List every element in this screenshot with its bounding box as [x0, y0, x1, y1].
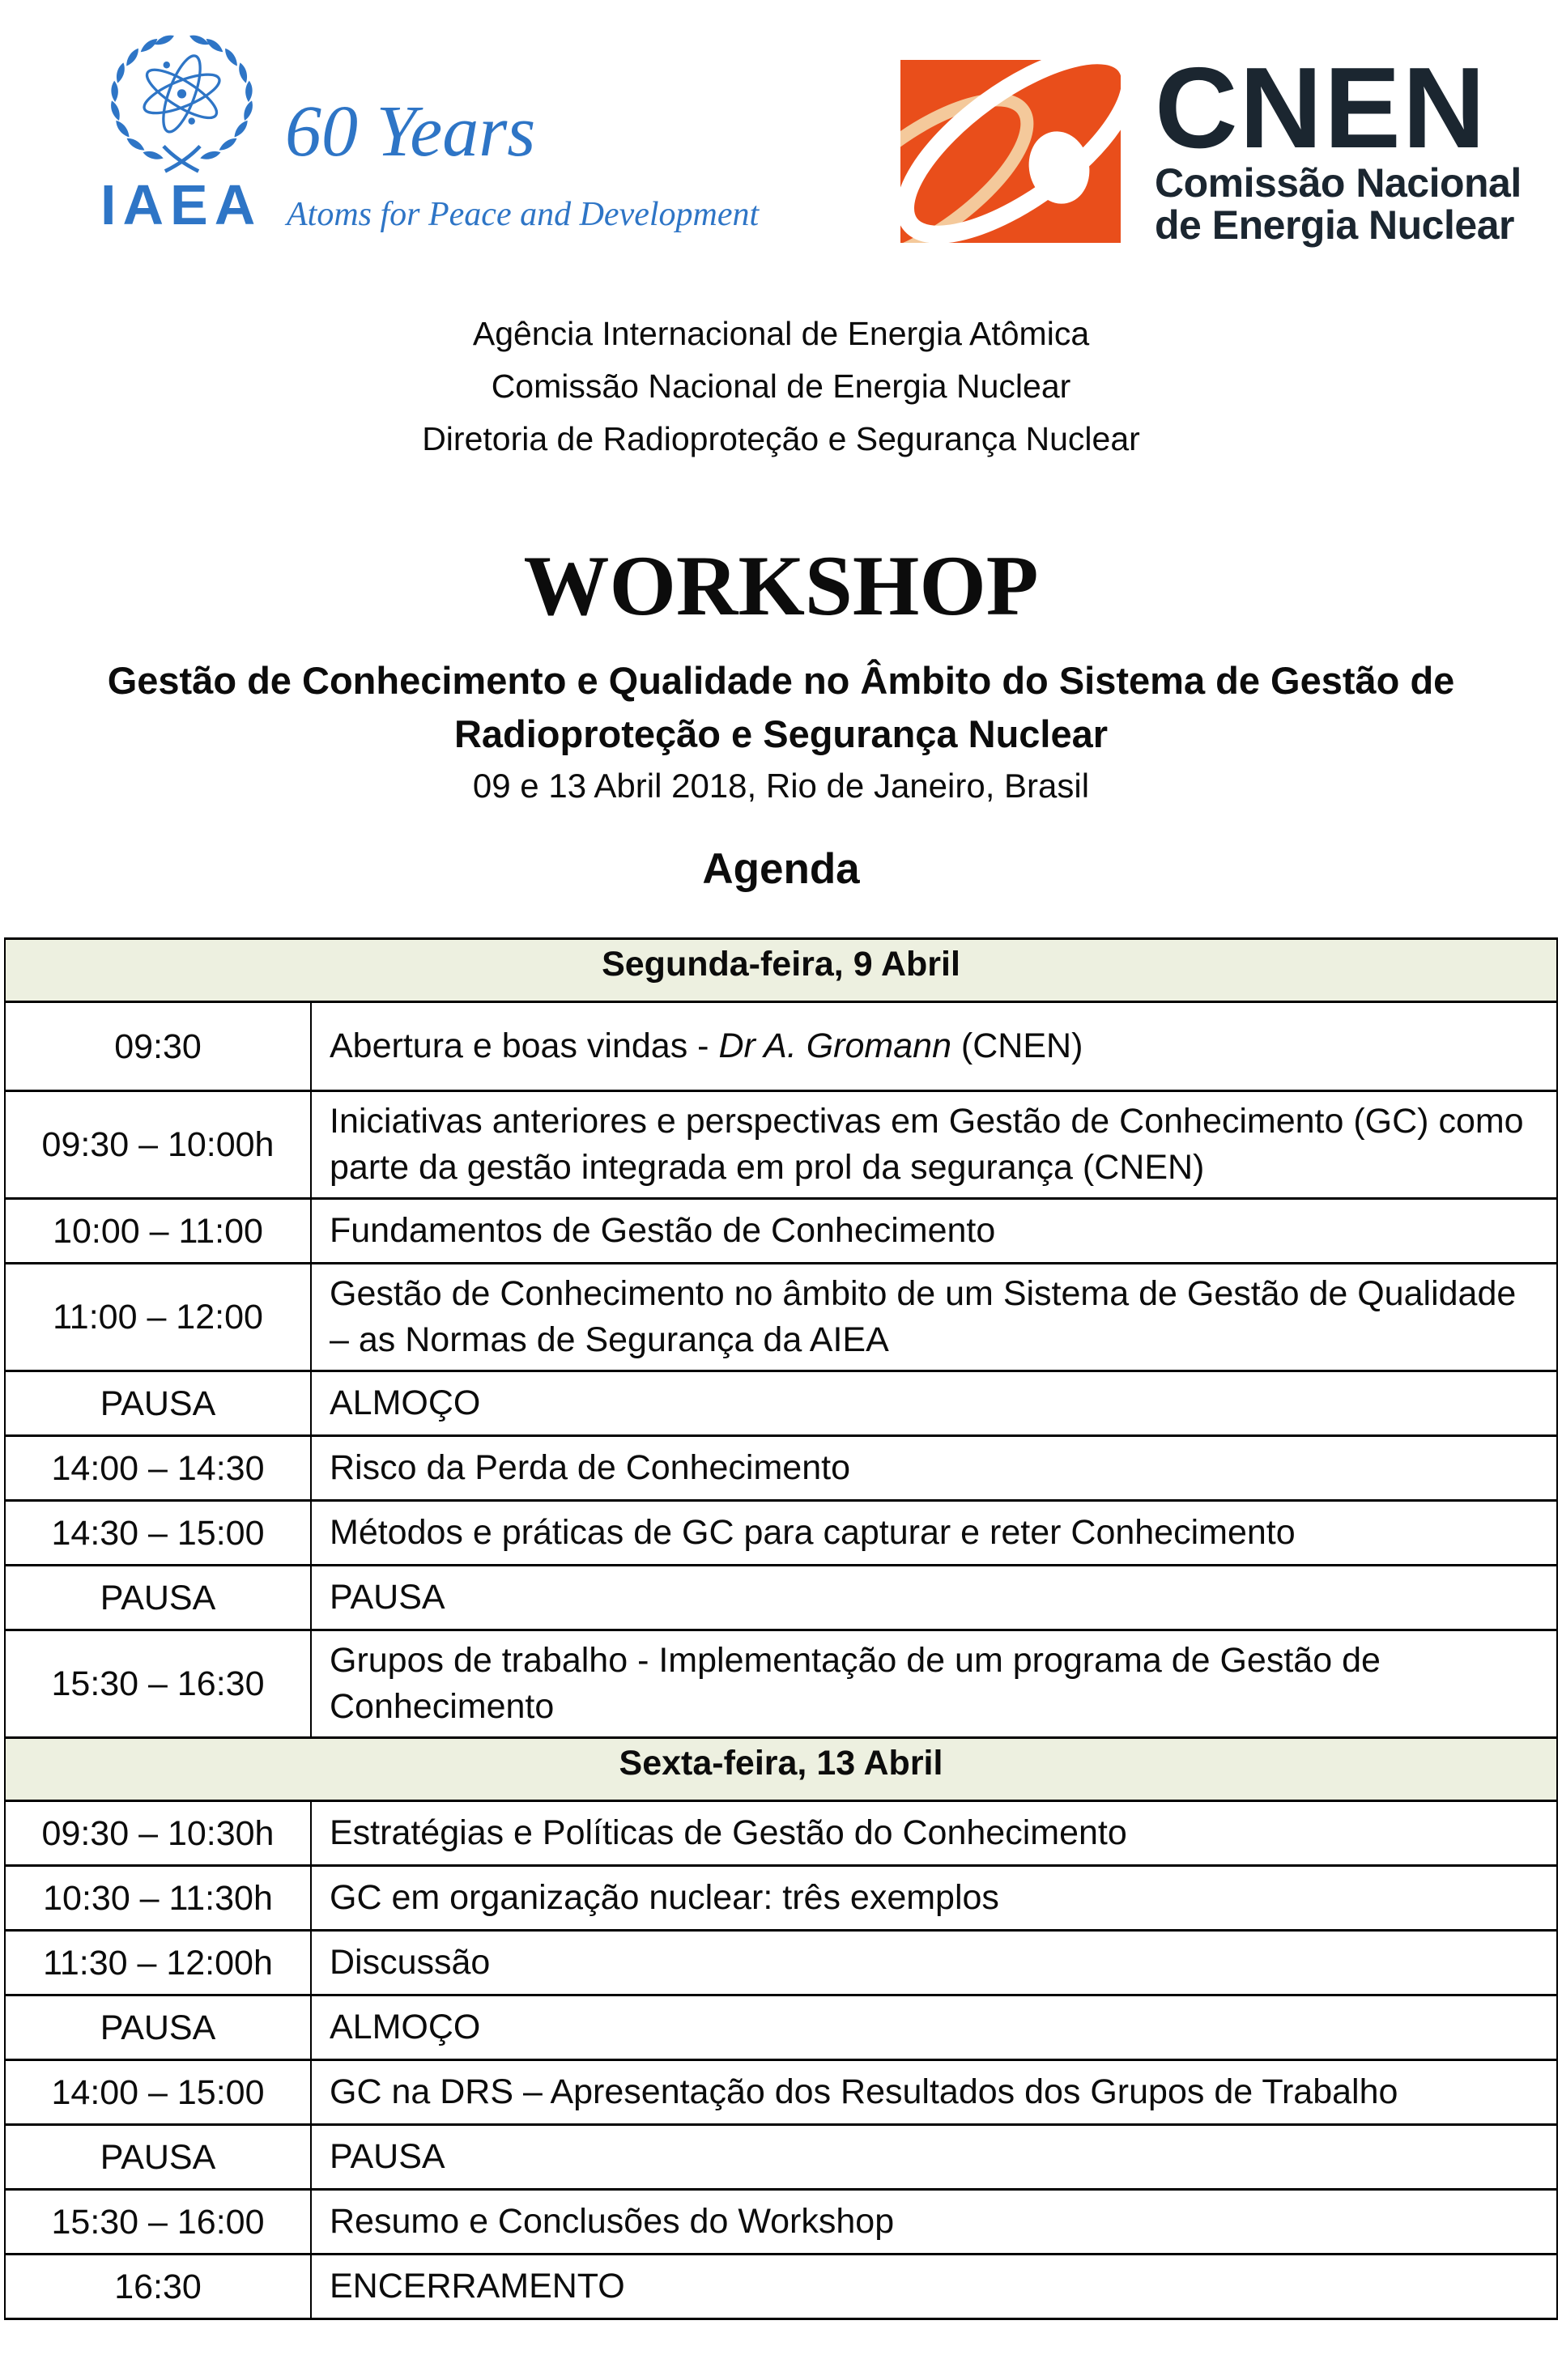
- time-cell: 09:30 – 10:00h: [5, 1091, 311, 1199]
- agenda-row: [5, 1566, 1557, 1630]
- org-line-1: Agência Internacional de Energia Atômica: [472, 315, 1090, 352]
- topic-cell: PAUSA: [311, 1566, 1557, 1630]
- agenda-row: [5, 2255, 1557, 2319]
- topic-cell: Resumo e Conclusões do Workshop: [311, 2190, 1557, 2255]
- topic-cell: Estratégias e Políticas de Gestão do Conhecimento: [311, 1801, 1557, 1866]
- topic-cell: Métodos e práticas de GC para capturar e reter Conhecimento: [311, 1501, 1557, 1566]
- iaea-60-years-text: 60 Years: [285, 91, 536, 172]
- iaea-tagline-text: Atoms for Peace and Development: [287, 196, 760, 233]
- topic-cell: Fundamentos de Gestão de Conhecimento: [311, 1199, 1557, 1264]
- time-cell: 16:30: [5, 2255, 311, 2319]
- org-line-2: Comissão Nacional de Energia Nuclear: [491, 368, 1071, 405]
- cnen-logo: [900, 44, 1522, 248]
- topic-cell: ALMOÇO: [311, 1995, 1557, 2060]
- cnen-atom-icon: [900, 60, 1121, 243]
- time-cell: PAUSA: [5, 2125, 311, 2190]
- time-cell: 11:00 – 12:00: [5, 1264, 311, 1371]
- time-cell: 15:30 – 16:30: [5, 1630, 311, 1738]
- time-cell: 14:30 – 15:00: [5, 1501, 311, 1566]
- time-cell: 10:00 – 11:00: [5, 1199, 311, 1264]
- section-title: Sexta-feira, 13 Abril: [5, 1738, 1557, 1801]
- topic-cell: Iniciativas anteriores e perspectivas em Gestão de Conhecimento (GC) como parte da gestão integrada em prol da segurança (CNEN): [311, 1091, 1557, 1199]
- section-header-row: [5, 939, 1557, 1002]
- agenda-row: [5, 2190, 1557, 2255]
- cnen-name: [1155, 162, 1522, 246]
- topic-cell: ALMOÇO: [311, 1371, 1557, 1436]
- time-cell: PAUSA: [5, 1995, 311, 2060]
- agenda-row: [5, 1931, 1557, 1995]
- topic-cell: Grupos de trabalho - Implementação de um programa de Gestão de Conhecimento: [311, 1630, 1557, 1738]
- agenda-row: [5, 2125, 1557, 2190]
- time-cell: 09:30 – 10:30h: [5, 1801, 311, 1866]
- section-title: Segunda-feira, 9 Abril: [5, 939, 1557, 1002]
- iaea-emblem-icon: [91, 18, 273, 179]
- agenda-body: [5, 939, 1557, 2319]
- time-cell: PAUSA: [5, 1566, 311, 1630]
- agenda-row: [5, 1630, 1557, 1738]
- topic-cell: Risco da Perda de Conhecimento: [311, 1436, 1557, 1501]
- agenda-heading: Agenda: [702, 845, 860, 893]
- agenda-row: [5, 1436, 1557, 1501]
- agenda-row: [5, 1995, 1557, 2060]
- organization-lines: [0, 308, 1562, 465]
- topic-cell: GC na DRS – Apresentação dos Resultados dos Grupos de Trabalho: [311, 2060, 1557, 2125]
- agenda-row: [5, 1002, 1557, 1091]
- time-cell: 11:30 – 12:00h: [5, 1931, 311, 1995]
- topic-cell: Gestão de Conhecimento no âmbito de um Sistema de Gestão de Qualidade – as Normas de Segurança da AIEA: [311, 1264, 1557, 1371]
- time-cell: 10:30 – 11:30h: [5, 1866, 311, 1931]
- iaea-logo: [91, 18, 763, 253]
- agenda-row: [5, 1866, 1557, 1931]
- time-cell: PAUSA: [5, 1371, 311, 1436]
- agenda-row: [5, 1199, 1557, 1264]
- cnen-wordmark: [1155, 44, 1522, 248]
- time-cell: 09:30: [5, 1002, 311, 1091]
- time-cell: 15:30 – 16:00: [5, 2190, 311, 2255]
- workshop-subtitle: Gestão de Conhecimento e Qualidade no Âmbito do Sistema de Gestão de Radioproteção e Segurança Nuclear: [107, 659, 1455, 755]
- topic-text-italic: Dr A. Gromann: [718, 1026, 951, 1065]
- topic-cell: Discussão: [311, 1931, 1557, 1995]
- org-line-3: Diretoria de Radioproteção e Segurança Nuclear: [422, 420, 1140, 457]
- cnen-name-line2: de Energia Nuclear: [1155, 202, 1514, 248]
- date-location: 09 e 13 Abril 2018, Rio de Janeiro, Brasil: [472, 767, 1090, 805]
- time-cell: 14:00 – 15:00: [5, 2060, 311, 2125]
- iaea-acronym-text: IAEA: [100, 173, 262, 236]
- topic-text: Abertura e boas vindas -: [330, 1026, 719, 1065]
- agenda-row: [5, 1371, 1557, 1436]
- topic-cell: [311, 1002, 1557, 1091]
- agenda-row: [5, 2060, 1557, 2125]
- agenda-table: [4, 937, 1558, 2320]
- topic-text: (CNEN): [951, 1026, 1083, 1065]
- time-cell: 14:00 – 14:30: [5, 1436, 311, 1501]
- agenda-row: [5, 1501, 1557, 1566]
- topic-cell: PAUSA: [311, 2125, 1557, 2190]
- cnen-name-line1: Comissão Nacional: [1155, 160, 1522, 206]
- topic-cell: GC em organização nuclear: três exemplos: [311, 1866, 1557, 1931]
- workshop-title: WORKSHOP: [523, 538, 1039, 633]
- agenda-row: [5, 1264, 1557, 1371]
- agenda-row: [5, 1091, 1557, 1199]
- cnen-acronym-text: CNEN: [1155, 44, 1488, 172]
- section-header-row: [5, 1738, 1557, 1801]
- topic-cell: ENCERRAMENTO: [311, 2255, 1557, 2319]
- agenda-row: [5, 1801, 1557, 1866]
